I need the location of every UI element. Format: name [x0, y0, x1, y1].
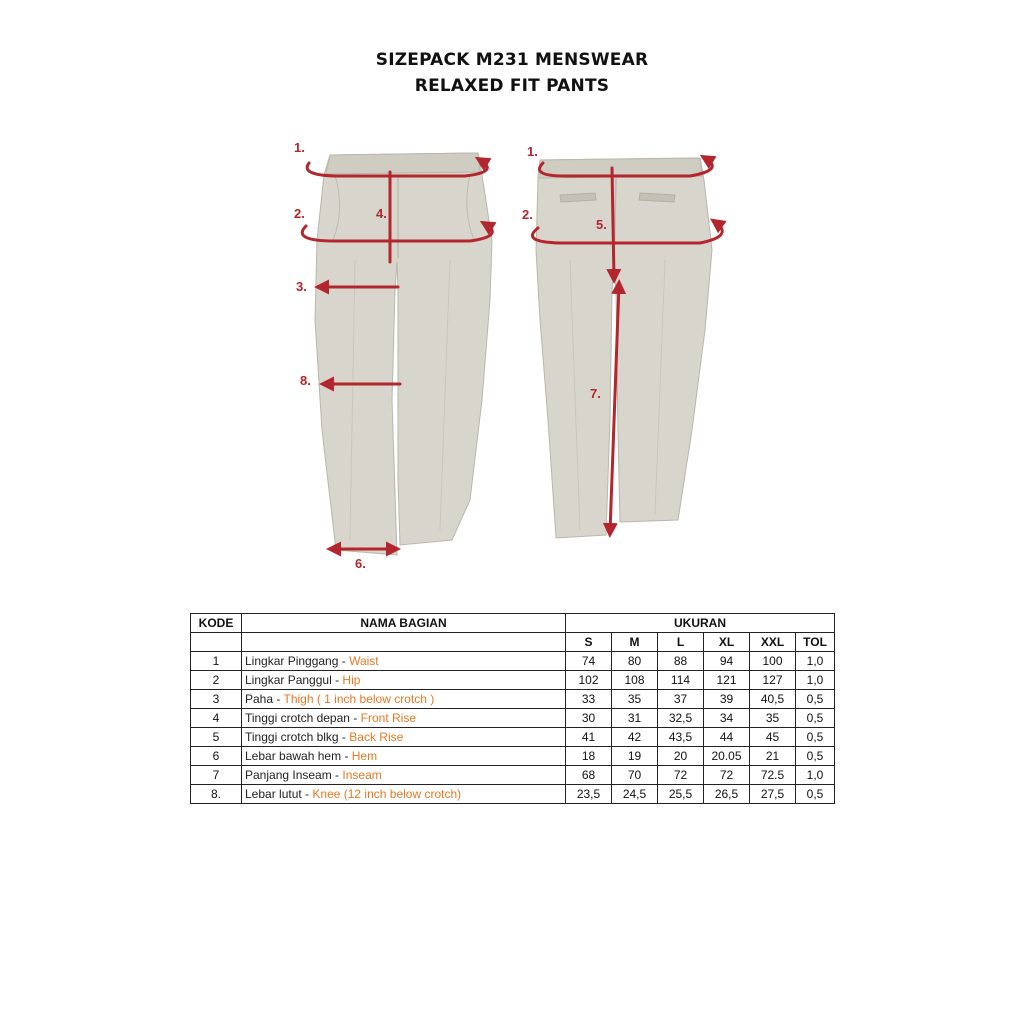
size-value-s: 68: [566, 766, 612, 785]
row-part-name: [242, 728, 566, 747]
size-value-s: 74: [566, 652, 612, 671]
size-value-xxl: 21: [750, 747, 796, 766]
table-row: [191, 709, 835, 728]
size-header-m: M: [612, 633, 658, 652]
size-value-xl: 72: [704, 766, 750, 785]
row-part-name: [242, 671, 566, 690]
row-part-name: [242, 709, 566, 728]
label-hem: 6.: [355, 556, 366, 571]
size-value-tol: 0,5: [796, 747, 835, 766]
part-name-english: Knee (12 inch below crotch): [312, 787, 462, 801]
row-part-name: [242, 747, 566, 766]
size-value-s: 18: [566, 747, 612, 766]
size-value-m: 42: [612, 728, 658, 747]
row-part-name: [242, 652, 566, 671]
label-waist-back: 1.: [527, 144, 538, 159]
back-pocket-left: [560, 193, 596, 202]
label-knee: 8.: [300, 373, 311, 388]
size-value-xl: 39: [704, 690, 750, 709]
size-value-l: 114: [658, 671, 704, 690]
part-name-indonesian: Lingkar Panggul -: [245, 673, 340, 687]
table-row: [191, 766, 835, 785]
part-name-indonesian: Lingkar Pinggang -: [245, 654, 346, 668]
size-value-xl: 20.05: [704, 747, 750, 766]
label-thigh: 3.: [296, 279, 307, 294]
size-value-tol: 0,5: [796, 785, 835, 804]
table-row: [191, 747, 835, 766]
row-part-name: [242, 690, 566, 709]
label-waist-front: 1.: [294, 140, 305, 155]
size-value-l: 25,5: [658, 785, 704, 804]
table-row: [191, 785, 835, 804]
subheader-empty-code: [191, 633, 242, 652]
page-subtitle: RELAXED FIT PANTS: [414, 76, 610, 96]
size-value-l: 43,5: [658, 728, 704, 747]
size-value-xxl: 40,5: [750, 690, 796, 709]
label-inseam: 7.: [590, 386, 601, 401]
size-value-m: 35: [612, 690, 658, 709]
size-value-m: 80: [612, 652, 658, 671]
part-name-english: Hip: [342, 673, 361, 687]
row-code: 8.: [191, 785, 242, 804]
size-value-tol: 1,0: [796, 652, 835, 671]
size-value-tol: 0,5: [796, 728, 835, 747]
size-value-s: 41: [566, 728, 612, 747]
size-value-l: 37: [658, 690, 704, 709]
size-value-s: 102: [566, 671, 612, 690]
back-pocket-right: [639, 193, 675, 202]
size-value-m: 19: [612, 747, 658, 766]
back-pants-body: [536, 158, 712, 538]
label-hip-front: 2.: [294, 206, 305, 221]
row-code: 4: [191, 709, 242, 728]
table-row: [191, 652, 835, 671]
label-hip-back: 2.: [522, 207, 533, 222]
row-part-name: [242, 785, 566, 804]
header-code: KODE: [191, 614, 242, 633]
size-value-l: 72: [658, 766, 704, 785]
size-chart-body: [191, 652, 835, 804]
back-pants-illustration: [536, 158, 712, 538]
size-header-s: S: [566, 633, 612, 652]
row-code: 1: [191, 652, 242, 671]
part-name-english: Back Rise: [349, 730, 404, 744]
size-value-m: 108: [612, 671, 658, 690]
size-value-xl: 34: [704, 709, 750, 728]
front-waistband: [326, 153, 480, 174]
size-value-l: 20: [658, 747, 704, 766]
table-row: [191, 690, 835, 709]
part-name-english: Thigh ( 1 inch below crotch ): [283, 692, 435, 706]
size-value-xl: 121: [704, 671, 750, 690]
table-row: [191, 728, 835, 747]
size-value-tol: 0,5: [796, 709, 835, 728]
table-header-row: [191, 614, 835, 633]
back-rise-measure: [612, 168, 614, 278]
size-value-s: 30: [566, 709, 612, 728]
row-code: 2: [191, 671, 242, 690]
size-value-xl: 94: [704, 652, 750, 671]
part-name-indonesian: Lebar lutut -: [245, 787, 310, 801]
subheader-empty-name: [242, 633, 566, 652]
part-name-english: Waist: [349, 654, 379, 668]
size-value-xxl: 100: [750, 652, 796, 671]
size-value-xxl: 35: [750, 709, 796, 728]
size-value-m: 24,5: [612, 785, 658, 804]
size-value-tol: 1,0: [796, 766, 835, 785]
table-subheader-row: [191, 633, 835, 652]
size-value-xxl: 45: [750, 728, 796, 747]
size-value-xl: 44: [704, 728, 750, 747]
header-size: UKURAN: [566, 614, 835, 633]
front-pants-body: [315, 153, 492, 555]
row-code: 3: [191, 690, 242, 709]
size-value-l: 88: [658, 652, 704, 671]
size-value-m: 31: [612, 709, 658, 728]
size-value-l: 32,5: [658, 709, 704, 728]
size-value-tol: 0,5: [796, 690, 835, 709]
row-part-name: [242, 766, 566, 785]
part-name-indonesian: Tinggi crotch depan -: [245, 711, 358, 725]
size-header-l: L: [658, 633, 704, 652]
size-value-xxl: 27,5: [750, 785, 796, 804]
row-code: 5: [191, 728, 242, 747]
header-part-name: NAMA BAGIAN: [242, 614, 566, 633]
part-name-english: Inseam: [342, 768, 382, 782]
table-row: [191, 671, 835, 690]
size-value-tol: 1,0: [796, 671, 835, 690]
label-back-rise: 5.: [596, 217, 607, 232]
part-name-english: Front Rise: [360, 711, 416, 725]
front-pants-illustration: [315, 153, 492, 555]
size-value-m: 70: [612, 766, 658, 785]
page-title: SIZEPACK M231 MENSWEAR: [375, 50, 649, 70]
size-value-xxl: 127: [750, 671, 796, 690]
size-header-tol: TOL: [796, 633, 835, 652]
part-name-indonesian: Panjang Inseam -: [245, 768, 340, 782]
size-chart-table: [190, 613, 835, 804]
size-value-s: 23,5: [566, 785, 612, 804]
row-code: 6: [191, 747, 242, 766]
size-header-xl: XL: [704, 633, 750, 652]
label-front-rise: 4.: [376, 206, 387, 221]
size-value-s: 33: [566, 690, 612, 709]
size-value-xxl: 72.5: [750, 766, 796, 785]
size-header-xxl: XXL: [750, 633, 796, 652]
part-name-indonesian: Paha -: [245, 692, 281, 706]
part-name-indonesian: Lebar bawah hem -: [245, 749, 349, 763]
row-code: 7: [191, 766, 242, 785]
part-name-english: Hem: [351, 749, 378, 763]
part-name-indonesian: Tinggi crotch blkg -: [245, 730, 346, 744]
size-value-xl: 26,5: [704, 785, 750, 804]
